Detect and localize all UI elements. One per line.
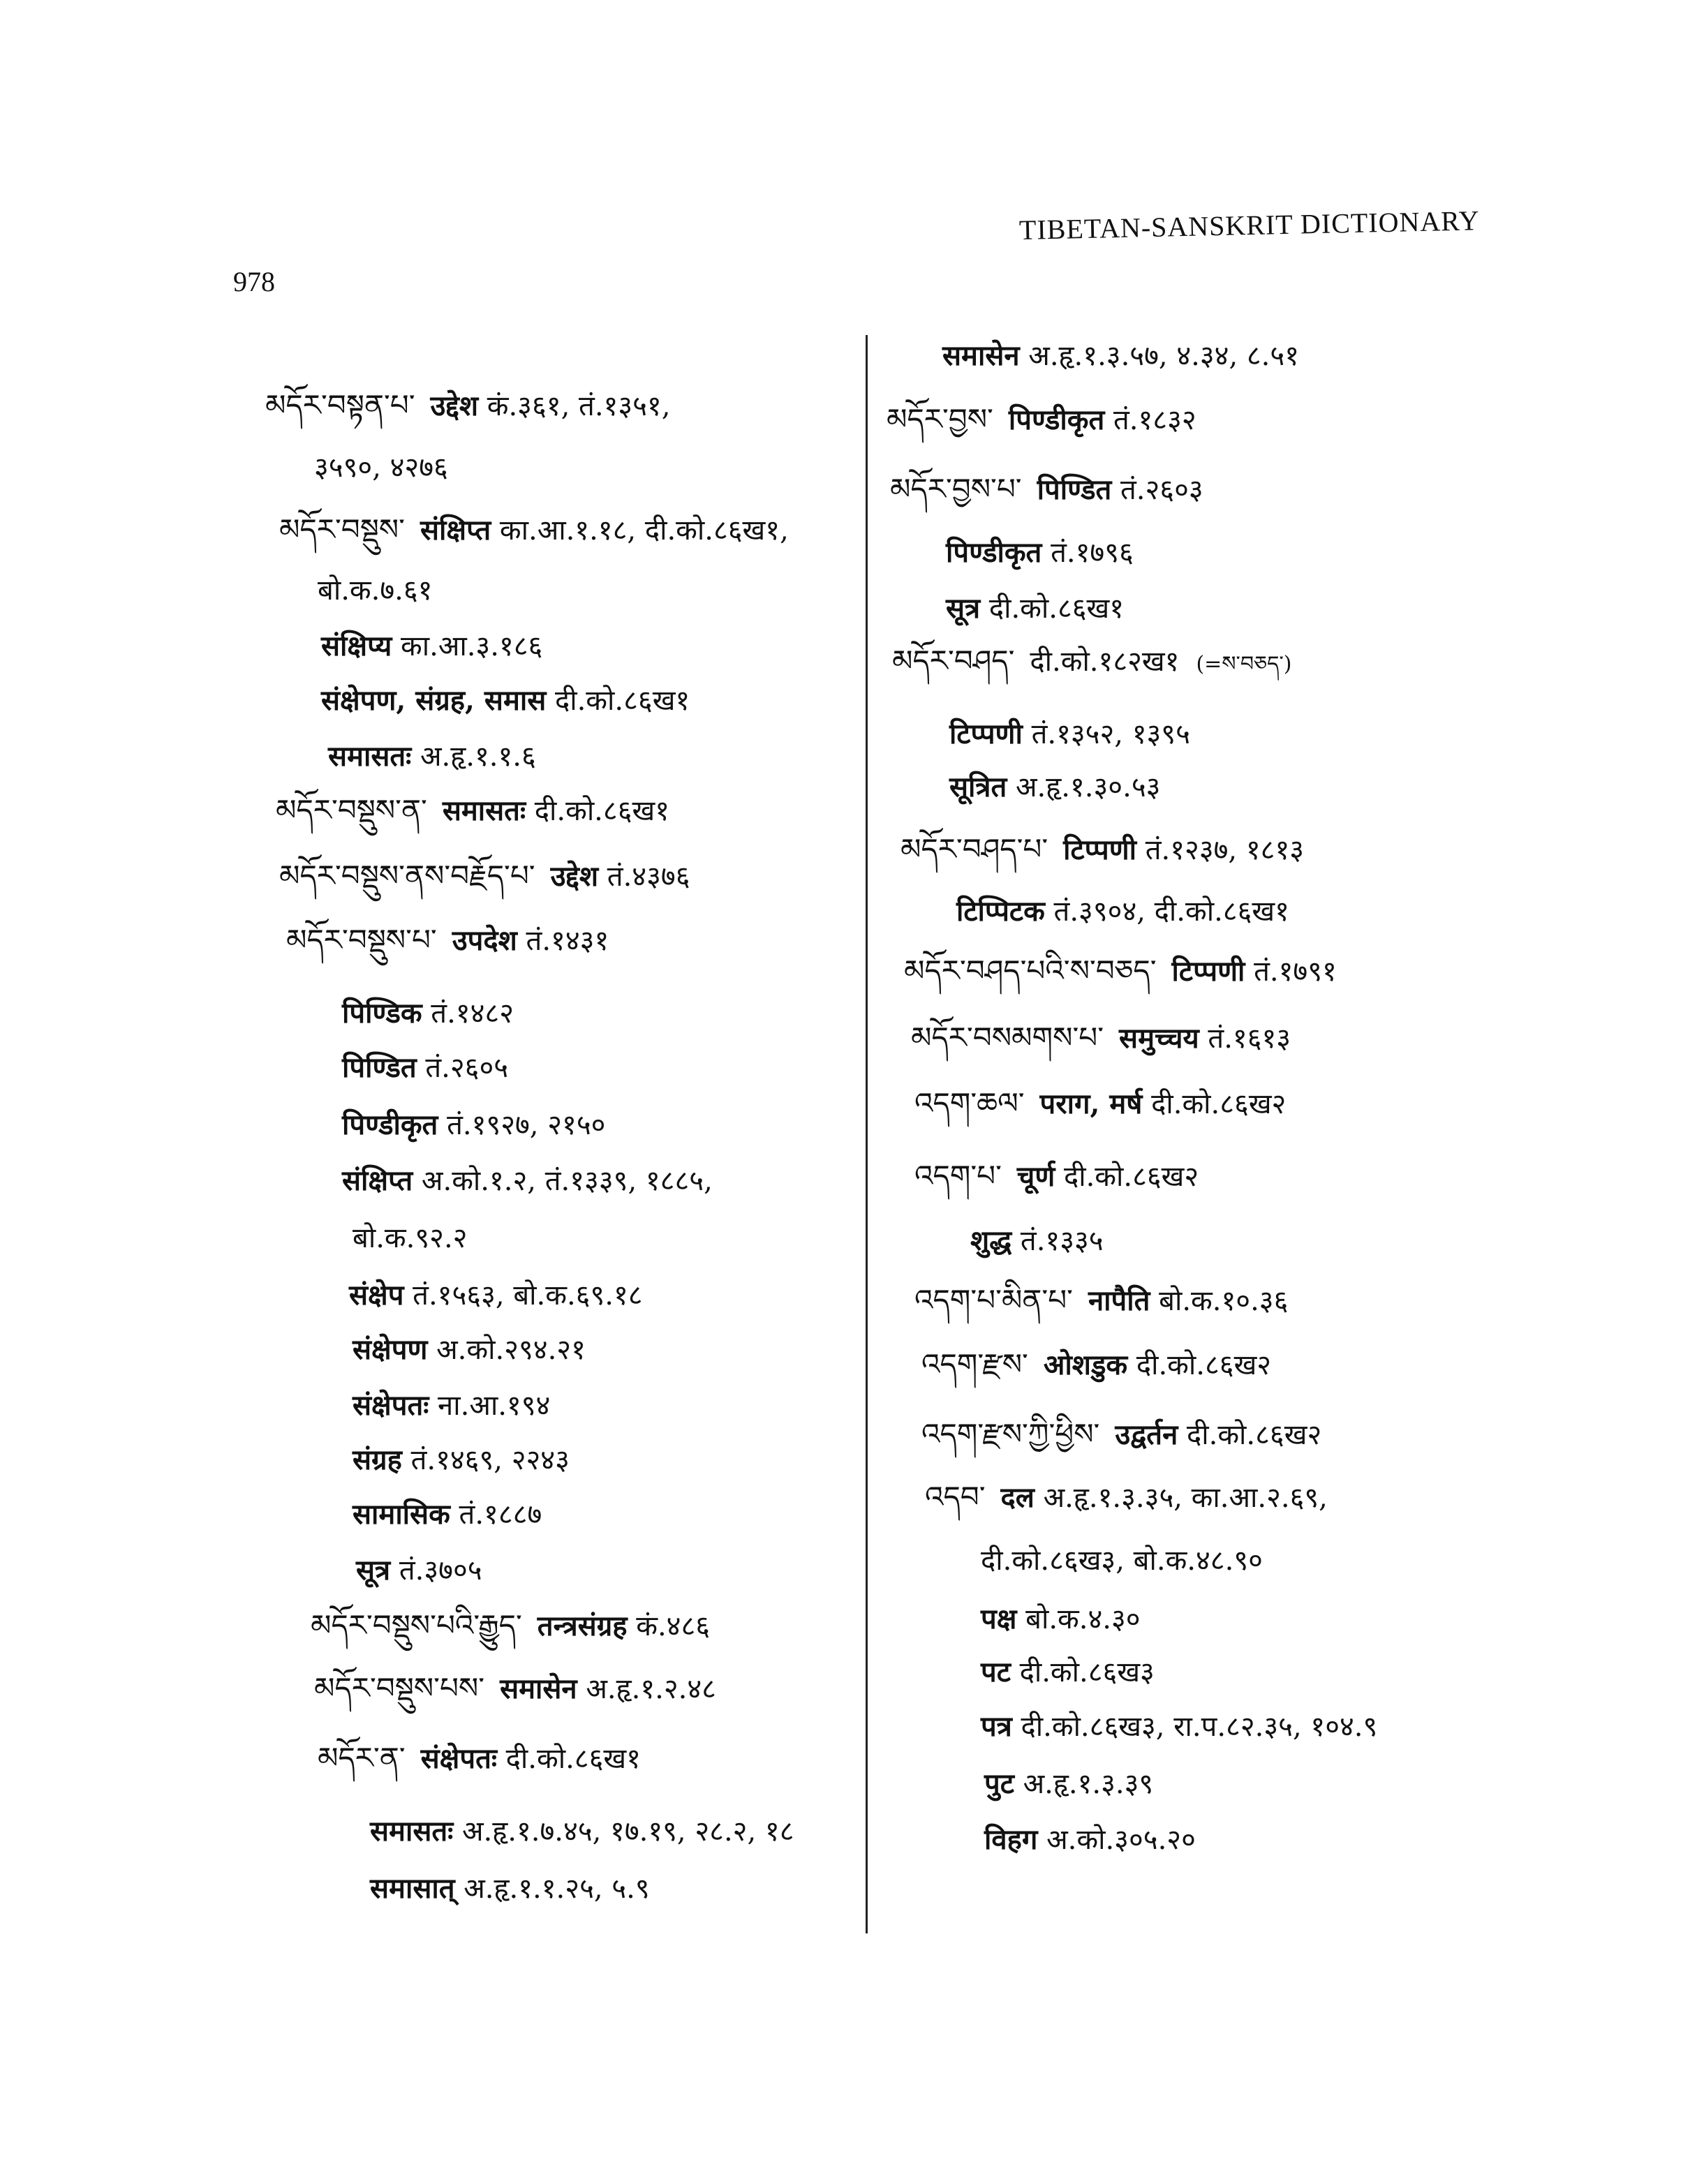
dictionary-entry-line [342,1108,606,1141]
dictionary-entry-line [328,740,536,773]
source-reference: दी.को.८६ख३ [1019,1656,1155,1688]
dictionary-entry-line [914,1086,1287,1120]
source-reference: तं.१७९६ [1051,537,1134,569]
sanskrit-equivalent: सूत्रित [949,771,1007,803]
dictionary-entry-line [900,832,1305,866]
dictionary-entry-line [314,1671,716,1705]
sanskrit-equivalent: सूत्र [356,1554,391,1587]
dictionary-entry-line [946,592,1125,625]
dictionary-entry-line [904,953,1337,988]
source-reference: अ.हृ.१.७.४५, १७.१९, २८.२, १८ [461,1815,794,1848]
sanskrit-equivalent: पिण्डित [342,1051,417,1084]
tibetan-headword: མདོར་བསྡུས་པ་ [286,923,437,957]
sanskrit-equivalent: पिण्डीकृत [946,536,1042,569]
tibetan-headword: མདོར་བཤད་ [892,644,1015,678]
dictionary-entry-line [921,1417,1322,1451]
tibetan-headword: མདོར་བསྡུས་ [279,512,405,547]
dictionary-entry-line [353,1443,570,1476]
dictionary-entry-line [942,339,1299,372]
source-reference: तं.१९२७, २१५० [447,1109,606,1141]
source-reference: तं.१२३७, १८१३ [1145,834,1305,866]
sanskrit-equivalent: पिण्डीकृत [342,1108,438,1141]
dictionary-entry-line [353,1389,551,1422]
source-reference: तं.२६०५ [425,1052,509,1084]
sanskrit-equivalent: उद्वर्तन [1115,1418,1178,1451]
sanskrit-equivalent: सामासिक [353,1498,450,1531]
sanskrit-equivalent: टिप्पणी [1063,833,1136,866]
sanskrit-equivalent: पक्ष [981,1603,1017,1635]
source-reference: तं.१४६९, २२४३ [410,1444,570,1476]
tibetan-headword: མདོར་བསམགས་པ་ [911,1020,1104,1055]
tibetan-headword: འདག་ཆལ་ [914,1086,1025,1120]
source-reference: तं.१७९१ [1254,956,1337,988]
tibetan-headword: མདོར་བཤད་པ་ [900,832,1048,866]
source-reference: का.आ.३.१८६ [401,630,543,662]
sanskrit-equivalent: समासात् [370,1872,455,1905]
dictionary-entry-line [342,1164,713,1197]
sanskrit-equivalent: ओशडुक [1043,1349,1128,1381]
sanskrit-equivalent: संक्षेपण [353,1333,428,1366]
sanskrit-equivalent: टिप्पणी [949,718,1023,750]
source-reference: ना.आ.१९४ [438,1390,551,1422]
sanskrit-equivalent: संग्रह [353,1443,402,1476]
dictionary-entry-line [981,1547,1263,1575]
source-reference: तं.३७०५ [399,1554,482,1587]
dictionary-entry-line [286,923,609,957]
dictionary-entry-line [981,1710,1378,1743]
tibetan-headword: མདོར་བསྡུས་ན་ [276,793,427,827]
dictionary-entry-line [353,1498,542,1531]
source-reference: अ.को.१.२, तं.१३३९, १८८५, [421,1165,713,1197]
dictionary-entry-line [353,1333,586,1366]
source-reference: कं.४८६ [636,1610,711,1642]
source-reference: दी.को.८६ख१ [988,593,1125,625]
source-reference: अ.हृ.१.३.३५, का.आ.२.६९, [1043,1482,1328,1514]
sanskrit-equivalent: समासेन [500,1672,577,1705]
dictionary-entry-line [318,1741,641,1775]
source-reference: बो.क.९२.२ [353,1222,468,1254]
source-reference: कं.३६१, तं.१३५१, [487,390,671,422]
sanskrit-equivalent: पट [981,1656,1011,1688]
cross-reference-note: (=ས་བཅད་) [1196,652,1292,676]
dictionary-entry-line [892,646,1292,676]
source-reference: दी.को.८६ख२ [1187,1419,1322,1451]
source-reference: तं.१६१३ [1208,1023,1291,1055]
dictionary-entry-line [921,1347,1272,1381]
source-reference: तं.१८८७ [459,1499,542,1531]
dictionary-entry-line [925,1480,1328,1514]
tibetan-headword: མདོར་བསྟན་པ་ [265,388,415,422]
sanskrit-equivalent: संक्षेपतः [420,1742,497,1775]
sanskrit-equivalent: टिप्पिटक [956,895,1045,928]
sanskrit-equivalent: संक्षेपण, संग्रह, समास [321,684,547,717]
source-reference: दी.को.८६ख२ [1151,1088,1287,1120]
tibetan-headword: མདོར་བསྡུས་པས་ [314,1671,485,1705]
dictionary-entry-line [914,1283,1289,1317]
source-reference: दी.को.८६ख२ [1063,1161,1199,1193]
source-reference: तं.४३७६ [607,861,690,893]
source-reference: तं.१५६३, बो.क.६९.१८ [413,1279,643,1312]
source-reference: तं.१३५२, १३९५ [1031,718,1190,750]
running-head: TIBETAN-SANSKRIT DICTIONARY [1018,205,1481,246]
dictionary-entry-line [265,388,671,422]
dictionary-entry-line [981,1658,1155,1686]
dictionary-entry-line [321,632,542,660]
source-reference: अ.हृ.१.२.४८ [586,1673,716,1705]
sanskrit-equivalent: पुट [984,1767,1014,1800]
sanskrit-equivalent: चूर्ण [1016,1160,1055,1193]
dictionary-entry-line [984,1823,1196,1856]
source-reference: अ.को.३०५.२० [1046,1824,1196,1856]
sanskrit-equivalent: समासतः [442,794,526,827]
sanskrit-equivalent: विहग [984,1823,1038,1856]
sanskrit-equivalent: पिण्डिक [342,997,422,1030]
source-reference: दी.को.८६ख२ [1136,1349,1272,1381]
dictionary-entry-line [370,1872,650,1905]
source-reference: बो.क.४.३० [1025,1603,1141,1635]
sanskrit-equivalent: पत्र [981,1710,1012,1743]
sanskrit-equivalent: समासेन [942,339,1020,372]
dictionary-entry-line [356,1554,482,1587]
dictionary-entry-line [984,1767,1154,1800]
dictionary-entry-line [353,1224,467,1252]
source-reference: तं.१४८२ [431,997,514,1030]
sanskrit-equivalent: शुद्ध [970,1224,1012,1257]
tibetan-headword: མདོར་ན་ [318,1741,406,1775]
dictionary-entry-line [321,684,690,717]
source-reference: तं.१३३५ [1020,1225,1104,1257]
dictionary-entry-line [279,512,789,547]
page-number: 978 [233,266,275,297]
source-reference: तं.२६०३ [1120,474,1203,506]
source-reference: दी.को.८६ख१ [534,795,670,827]
tibetan-headword: མདོར་བྱས་པ་ [890,472,1022,506]
sanskrit-equivalent: उपदेश [452,924,517,957]
source-reference: तं.१४३१ [526,925,609,957]
tibetan-headword: འདག་པ་ [914,1159,1002,1193]
sanskrit-equivalent: पराग, मर्ष [1039,1087,1143,1120]
column-rule [866,335,868,1933]
sanskrit-equivalent: टिप्पणी [1171,955,1245,988]
sanskrit-equivalent: संक्षेप [349,1279,404,1312]
dictionary-entry-line [946,536,1134,569]
tibetan-headword: འདག་རྫས་ཀྱི་ཕྱིས་ [921,1417,1100,1451]
sanskrit-equivalent: समुच्चय [1119,1022,1199,1055]
tibetan-headword: འདག་པ་མིན་པ་ [914,1283,1073,1317]
dictionary-entry-line [276,793,670,827]
dictionary-entry-line [314,454,448,482]
tibetan-headword: མདོར་བྱས་ [887,402,993,436]
source-reference: दी.को.८६ख३, बो.क.४८.९० [981,1545,1263,1577]
dictionary-entry-line [890,472,1203,506]
source-reference: का.आ.१.१८, दी.को.८६ख१, [499,514,789,547]
sanskrit-equivalent: सूत्र [946,592,981,625]
dictionary-entry-line [887,402,1196,436]
tibetan-headword: མདོར་བསྡུས་ནས་བརྗོད་པ་ [279,859,535,893]
source-reference: दी.को.१८२ख१ [1030,646,1180,678]
sanskrit-equivalent: पिण्डित [1037,473,1112,506]
sanskrit-equivalent: उद्देश [550,860,599,893]
dictionary-entry-line [949,720,1190,748]
dictionary-entry-line [914,1161,1199,1191]
dictionary-entry-line [342,997,514,1030]
sanskrit-equivalent: संक्षिप्त [420,514,491,547]
source-reference: दी.को.८६ख१ [554,685,690,717]
sanskrit-equivalent: समासतः [370,1815,454,1848]
dictionary-entry-line [970,1224,1104,1257]
tibetan-headword: འདག་རྫས་ [921,1347,1028,1381]
tibetan-headword: མདོར་བཤད་པའི་ས་བཅད་ [904,953,1157,988]
sanskrit-equivalent: संक्षिप्य [321,630,392,662]
source-reference: अ.हृ.१.१.६ [420,741,536,773]
sanskrit-equivalent: उद्देश [430,389,479,422]
source-reference: तं.१८३२ [1113,404,1196,436]
source-reference: दी.को.८६ख१ [505,1743,641,1775]
source-reference: तं.३९०४, दी.को.८६ख१ [1053,896,1289,928]
tibetan-headword: མདོར་བསྡུས་པའི་རྒྱུད་ [311,1608,522,1642]
dictionary-entry-line [911,1020,1291,1055]
source-reference: अ.हृ.१.१.२५, ५.९ [464,1873,650,1905]
tibetan-headword: འདབ་ [925,1480,986,1514]
dictionary-entry-line [342,1051,509,1084]
source-reference: बो.क.१०.३६ [1159,1285,1289,1317]
sanskrit-equivalent: संक्षेपतः [353,1389,429,1422]
source-reference: अ.हृ.१.३.५७, ४.३४, ८.५१ [1028,340,1299,372]
dictionary-entry-line [311,1608,711,1642]
dictionary-entry-line [318,574,433,607]
source-reference: ३५९०, ४२७६ [314,452,448,484]
sanskrit-equivalent: पिण्डीकृत [1008,403,1105,436]
source-reference: अ.को.२९४.२१ [436,1334,586,1366]
dictionary-entry-line [370,1815,794,1848]
dictionary-entry-line [956,895,1289,928]
sanskrit-equivalent: तन्त्रसंग्रह [537,1610,628,1642]
source-reference: बो.क.७.६१ [318,574,433,607]
sanskrit-equivalent: नापैति [1088,1284,1150,1317]
dictionary-entry-line [349,1279,643,1312]
sanskrit-equivalent: दल [1000,1481,1035,1514]
source-reference: दी.को.८६ख३, रा.प.८२.३५, १०४.९ [1021,1711,1378,1743]
dictionary-entry-line [279,861,690,891]
dictionary-entry-line [981,1605,1141,1633]
sanskrit-equivalent: संक्षिप्त [342,1164,413,1197]
source-reference: अ.हृ.१.३.३९ [1023,1768,1154,1800]
source-reference: अ.हृ.१.३०.५३ [1016,771,1161,803]
sanskrit-equivalent: समासतः [328,740,412,773]
dictionary-entry-line [949,773,1160,801]
